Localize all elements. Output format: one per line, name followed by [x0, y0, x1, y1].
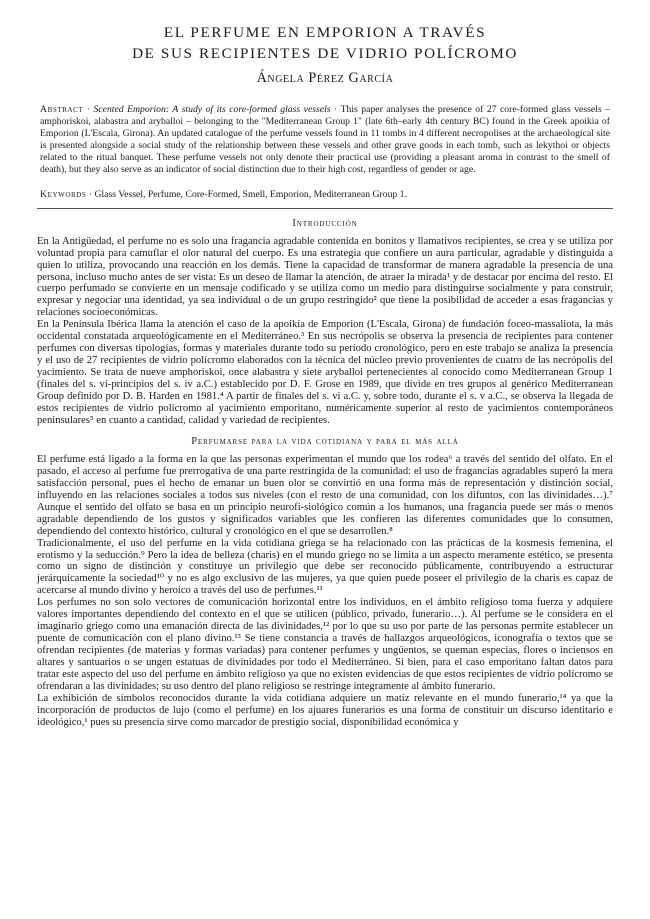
abstract-title: Scented Emporion: A study of its core-formed glass vessels [93, 104, 331, 115]
header-divider [37, 208, 613, 209]
body-paragraph-2: Tradicionalmente, el uso del perfume en la vida cotidiana griega se ha relacionado con las prácticas de la kosmesis femenina, el erotismo y la seducción.⁹ Pero la idea de belleza (charis) en el mundo griego no se limita a un aspecto meramente estético, se presenta como un signo de distinción y constituye un privilegio que debe ser reconocido públicamente, contribuyendo a estructurar jerárquicamente la sociedad¹⁰ y no es algo exclusivo de las mujeres, ya que quien puede poseer el privilegio de la charis es capaz de acercarse al mundo divino y heroico a través del uso de perfumes.¹¹ [37, 537, 613, 597]
intro-paragraph-2: En la Península Ibérica llama la atención el caso de la apoikía de Emporion (L'Escala, Girona) de fundación foceo-massaliota, la más occidental constatada arqueológicamente en el Mediterráneo.³ En sus necrópolis se observa la presencia de recipientes para contener perfumes con diversas tipologías, formas y materiales durante todo su período cronológico, pero en este trabajo se analiza la presencia y el uso de 27 recipientes de vidrio polícromo elaborados con la técnica del núcleo previo provenientes de cuatro de las necrópolis del yacimiento. Se trata de nueve amphoriskoi, once alabastra y siete aryballoi pertenecientes al conocido como Mediterranean Group 1 (finales del s. vi-principios del s. iv a.C.) establecido por D. F. Grose en 1989, que divide en tres grupos al genérico Mediterranean Group definido por D. B. Harden en 1981.⁴ A partir de finales del s. vi a.C. y, sobre todo, durante el s. v a.C., se observa la llegada de estos recipientes de vidrio polícromo al yacimiento emporitano, numéricamente superior al resto de yacimientos contemporáneos peninsulares⁵ en cuanto a cantidad, calidad y variedad de recipientes. [37, 319, 613, 426]
body-paragraph-1: El perfume está ligado a la forma en la que las personas experimentan el mundo que los rodea⁶ a través del sentido del olfato. En el pasado, el acceso al perfume fue prerrogativa de una parte restringida de la comunidad: el uso de fragancias agradables superó la mera satisfacción personal, pues el hecho de emanar un buen olor se convirtió en una forma más de representación y distinción social, influyendo en las relaciones sociales a todos sus niveles (con el resto de una comunidad, con los difuntos, con las divinidades…).⁷ Aunque el sentido del olfato se basa en un principio neurofi-siológico común a los humanos, una fragancia puede ser más o menos agradable dependiendo de los gustos y significados variables que les confieren las diferentes comunidades que lo consumen, dependiendo del contexto histórico, cultural y cronológico en el que se desarrollen.⁸ [37, 453, 613, 537]
author-name: Ángela Pérez García [256, 70, 394, 86]
section-heading-introduccion: Introducción [292, 217, 358, 229]
title-line-2: DE SUS RECIPIENTES DE VIDRIO POLÍCROMO [132, 45, 518, 62]
section-heading-perfumarse: Perfumarse para la vida cotidiana y para el más allá [191, 435, 459, 447]
body-paragraph-4: La exhibición de símbolos reconocidos durante la vida cotidiana adquiere un matiz relevante en el mundo funerario,¹⁴ ya que la incorporación de productos de lujo (como el perfume) en los ajuares funerarios es una forma de constituir un discurso identitario e ideológico,¹ pues su presencia sirve como marcador de prestigio social, disponibilidad económica y [37, 692, 613, 728]
article-title [37, 22, 613, 64]
title-line-1: EL PERFUME EN EMPORION A TRAVÉS [163, 24, 487, 41]
abstract-label: Abstract [40, 104, 84, 115]
intro-paragraph-1: En la Antigüedad, el perfume no es solo una fragancia agradable contenida en bonitos y llamativos recipientes, se crea y se utiliza por voluntad propia para camuflar el olor natural del cuerpo. Es una estrategia que confiere un aura particular, agradable y distinguida a quien lo utiliza, provocando una reacción en los demás. Tiene la capacidad de transformar de manera agradable la presencia de una persona, incluso mucho antes de ser vista: Es un deseo de llamar la atención, de atraer la mirada¹ y de destacar por encima del resto. El cuerpo perfumado se convierte en un mensaje codificado y se utiliza como un medio para distinguirse socialmente y para construir, expresar y negociar una identidad, ya sea individual o de un grupo restringido² que tiene la posibilidad de acceder a esas fragancias y relaciones socioeconómicas. [37, 235, 613, 319]
abstract [37, 104, 613, 177]
body-paragraph-3: Los perfumes no son solo vectores de comunicación horizontal entre los individuos, en el ámbito religioso toma fuerza y adquiere valores importantes dependiendo del contexto en el que se utilicen (público, privado, funerario…). Al perfume se le considera en el imaginario griego como una emanación directa de las divinidades,¹² por lo que su uso por parte de las personas permite establecer un puente de comunicación con el plano divino.¹³ Se tiene constancia a través de hallazgos arqueológicos, iconografía o textos que se ofrendan recipientes (de materias y formas variadas) para contener perfumes y ungüentos, se queman especias, flores o inciensos en altares y santuarios o se ungen estatuas de divinidades por todo el Mediterráneo. Si bien, para el caso emporitano faltan datos para tratar este aspecto del uso del perfume en ámbito religioso ya que no existen evidencias de que estos recipientes de vidrio polícromo se ofrendaran a las divinidades; su uso dentro del plano religioso se restringe íntegramente al ámbito funerario. [37, 597, 613, 693]
keywords-label: Keywords [40, 188, 87, 200]
keywords [37, 189, 613, 201]
keywords-text: · Glass Vessel, Perfume, Core-Formed, Smell, Emporion, Mediterranean Group 1. [86, 188, 407, 200]
abstract-separator: · [83, 104, 94, 115]
abstract-text: · This paper analyses the presence of 27 core-formed glass vessels – amphoriskoi, alabastra and aryballoi – belonging to the "Mediterranean Group 1" (late 6th–early 4th century BC) found in the Greek apoikia of Emporion (L'Escala, Girona). An updated catalogue of the perfume vessels found in 11 tombs in 4 different necropolises at the archaeological site is presented alongside a social study of the relationship between these vessels and other grave goods in each tomb, such as lekythoi or objects related to the ritual banquet. These perfume vessels not only denote their practical use (providing a pleasant aroma in contrast to the smell of death), but they also serve as an indicator of social distinction due to their high cost, regardless of gender or age. [40, 104, 610, 176]
